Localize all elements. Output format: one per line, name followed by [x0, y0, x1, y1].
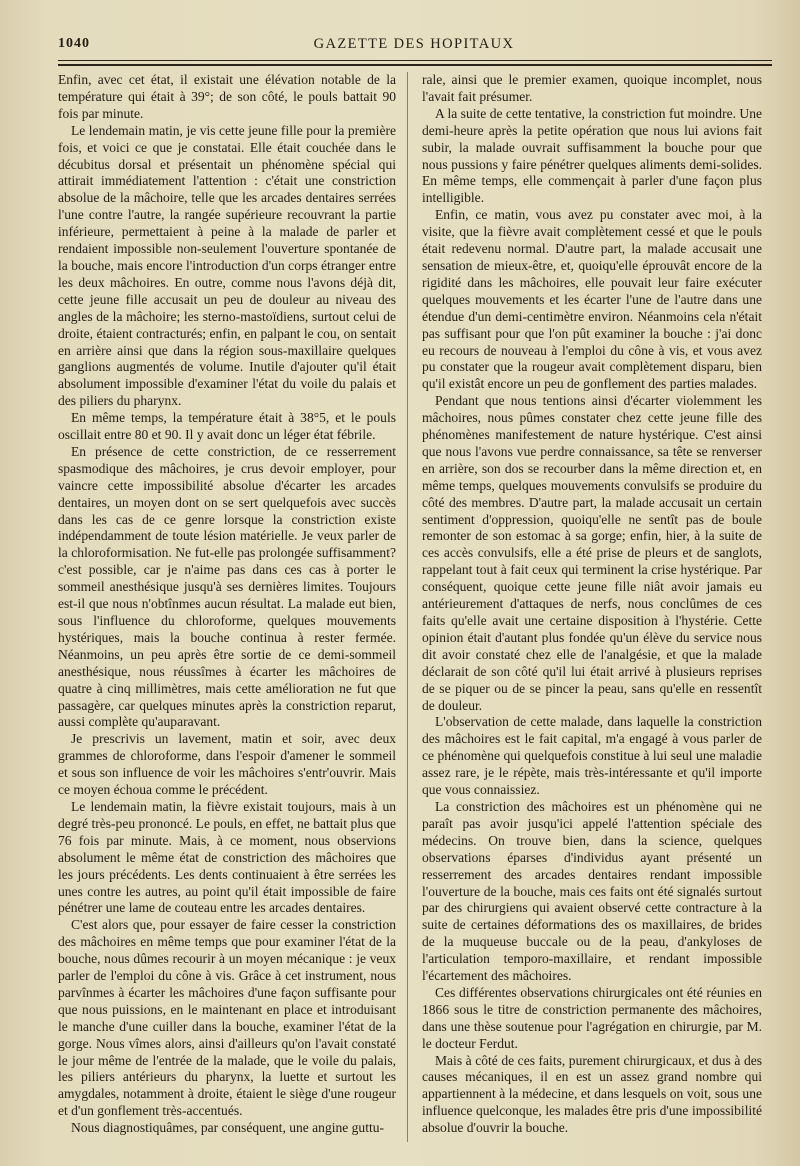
paragraph: A la suite de cette tentative, la constriction fut moindre. Une demi-heure après la petite opération que nous lui avions fait subir, la malade ouvrait suffisamment la bouche pour que nous pussions y faire pénétrer quelques aliments demi-solides. En même temps, elle commençait à parler d'une façon plus intelligible.	[422, 105, 762, 206]
paragraph: Mais à côté de ces faits, purement chirurgicaux, et dus à des causes mécaniques, il en est un assez grand nombre qui appartiennent à la médecine, et dans lesquels on voit, sous une influence quelconque, les malades être pris d'une impossibilité absolue d'ouvrir la bouche.	[422, 1052, 762, 1136]
paragraph: Le lendemain matin, la fièvre existait toujours, mais à un degré très-peu prononcé. Le pouls, en effet, ne battait plus que 76 fois par minute. Mais, à ce moment, nous observions absolument le même état de constriction des mâchoires que les jours précédents. Les dents continuaient à être serrées les unes contre les autres, au point qu'il était impossible de faire pénétrer une lame de couteau entre les arcades dentaires.	[58, 798, 396, 916]
column-divider	[407, 72, 408, 1142]
paragraph: C'est alors que, pour essayer de faire cesser la constriction des mâchoires en même temps que pour examiner l'état de la bouche, nous dûmes recourir à un moyen mécanique : je veux parler de l'emploi du cône à vis. Grâce à cet instrument, nous parvînmes à écarter les mâchoires d'une façon suffisante pour que nous puissions, en le maintenant en place et introduisant le manche d'une cuiller dans la bouche, examiner l'état de la gorge. Nous vîmes alors, ainsi d'ailleurs qu'on l'avait constaté le jour même de l'entrée de la malade, que le voile du palais, les piliers antérieurs du pharynx, la luette et surtout les amygdales, notamment à droite, étaient le siège d'une rougeur et d'un gonflement très-accentués.	[58, 917, 396, 1119]
paragraph: Je prescrivis un lavement, matin et soir, avec deux grammes de chloroforme, dans l'espoir d'amener le sommeil et sous son influence de voir les mâchoires s'entr'ouvrir. Mais ce moyen échoua comme le précédent.	[58, 731, 396, 798]
paragraph: L'observation de cette malade, dans laquelle la constriction des mâchoires est le fait capital, m'a engagé à vous parler de ce phénomène qui quelquefois constitue à lui seul une maladie assez rare, je le répète, mais très-intéressante et qu'il importe que vous connaissiez.	[422, 714, 762, 798]
paragraph: En présence de cette constriction, de ce resserrement spasmodique des mâchoires, je crus devoir employer, pour vaincre cette impossibilité absolue d'écarter les arcades dentaires, un moyen dont on se sert quelquefois avec succès dans les cas de ce genre lorsque la constriction existe indépendamment de toute lésion matérielle. Je veux parler de la chloroformisation. Ne fut-elle pas prolongée suffisamment? c'est possible, car je n'aime pas dans ces cas à porter le sommeil anesthésique jusqu'à ses dernières limites. Toujours est-il que nous n'obtînmes aucun résultat. La malade eut bien, sous l'influence du chloroforme, quelques mouvements hystériques, mais la bouche continua à rester fermée. Néanmoins, un peu après être sortie de ce demi-sommeil anesthésique, nous réussîmes à écarter les mâchoires de quatre à cinq millimètres, mais cette amélioration ne fut que passagère, car quelques minutes après la constriction reparut, aussi complète qu'auparavant.	[58, 443, 396, 730]
page-header	[58, 36, 770, 56]
paragraph: Ces différentes observations chirurgicales ont été réunies en 1866 sous le titre de constriction permanente des mâchoires, dans une thèse soutenue pour l'agrégation en chirurgie, par M. le docteur Ferdut.	[422, 984, 762, 1051]
paragraph: rale, ainsi que le premier examen, quoique incomplet, nous l'avait fait présumer.	[422, 72, 762, 104]
paragraph: La constriction des mâchoires est un phénomène qui ne paraît pas avoir jusqu'ici appelé l'attention spéciale des médecins. On trouve bien, dans la science, quelques observations éparses d'individus ayant présenté un resserrement des arcades dentaires rendant impossible l'ouverture de la bouche, mais ces faits ont été signalés surtout par des chirurgiens qui avaient observé cette contracture à la suite de certaines déformations des os maxillaires, de brides de la muqueuse buccale ou de la peau, d'ankyloses de l'articulation temporo-maxillaire, et rendant impossible l'écartement des mâchoires.	[422, 798, 762, 984]
header-rule-thick	[58, 64, 772, 66]
journal-title: GAZETTE DES HOPITAUX	[313, 36, 515, 52]
page-number: 1040	[58, 36, 90, 51]
paragraph: Nous diagnostiquâmes, par conséquent, une angine guttu-	[71, 1120, 385, 1136]
right-column	[422, 72, 762, 1137]
paragraph: Pendant que nous tentions ainsi d'écarter violemment les mâchoires, nous pûmes constater chez cette jeune fille des phénomènes manifestement de nature hystérique. C'est ainsi que nous l'avons vue perdre connaissance, sa tête se renverser en arrière, son dos se recourber dans la même direction et, en même temps, quelques mouvements convulsifs se produire du côté des membres. D'autre part, la malade accusait un certain sentiment d'oppression, quoiqu'elle ne sentît pas de boule remonter de son estomac à sa gorge; enfin, hier, à la suite de ces accès convulsifs, elle a été prise de pleurs et de sanglots, rappelant tout à fait ceux qui terminent la crise hystérique. Par conséquent, quoique cette jeune fille niât avoir jamais eu antérieurement d'attaques de nerfs, nous conclûmes de ces faits qu'elle avait une certaine disposition à l'hystérie. Cette opinion était d'autant plus fondée qu'un élève du service nous dit avoir constaté chez elle de l'analgésie, et que la malade déclarait de son côté qu'il lui était arrivé à plusieurs reprises de se piquer ou de se pincer la peau, sans qu'elle en ressentît de douleur.	[422, 393, 762, 713]
paragraph: Enfin, ce matin, vous avez pu constater avec moi, à la visite, que la fièvre avait complètement cessé et que le pouls était redevenu normal. D'autre part, la malade accusait une sensation de mieux-être, et, quoiqu'elle éprouvât encore de la rigidité dans les mâchoires, elle pouvait leur faire exécuter quelques mouvements et les écarter l'une de l'autre dans une étendue d'un demi-centimètre environ. Néanmoins cela n'était pas suffisant pour que l'on pût examiner la bouche : j'ai donc eu recours de nouveau à l'emploi du cône à vis, et vous avez pu constater que la rougeur avait complètement disparu, bien qu'il existât encore un peu de gonflement des parties malades.	[422, 207, 762, 392]
paragraph: Le lendemain matin, je vis cette jeune fille pour la première fois, et voici ce que je constatai. Elle était couchée dans le décubitus dorsal et présentait un phénomène spécial qui attirait immédiatement l'attention : c'était une constriction absolue de la mâchoire, telle que les arcades dentaires serrées l'une contre l'autre, la rangée supérieure recouvrant la partie inférieure, permettaient à peine à la malade de parler et rendaient impossible non-seulement l'ouverture spontanée de la bouche, mais encore l'introduction d'un corps étranger entre les deux mâchoires. En outre, comme nous l'avons déjà dit, cette jeune fille accusait un peu de douleur au niveau des angles de la mâchoire; les sterno-mastoïdiens, surtout celui de droite, étaient contracturés; enfin, en palpant le cou, on sentait en arrière ainsi que dans la région sous-maxillaire quelques ganglions augmentés de volume. Inutile d'ajouter qu'il était absolument impossible d'examiner l'état du voile du palais et des piliers du pharynx.	[58, 122, 396, 409]
paragraph: En même temps, la température était à 38°5, et le pouls oscillait entre 80 et 90. Il y avait donc un léger état fébrile.	[58, 410, 396, 443]
paragraph: Enfin, avec cet état, il existait une élévation notable de la température qui était à 39°; de son côté, le pouls battait 90 fois par minute.	[58, 72, 396, 121]
header-rule	[58, 60, 772, 61]
left-column	[58, 72, 396, 1137]
